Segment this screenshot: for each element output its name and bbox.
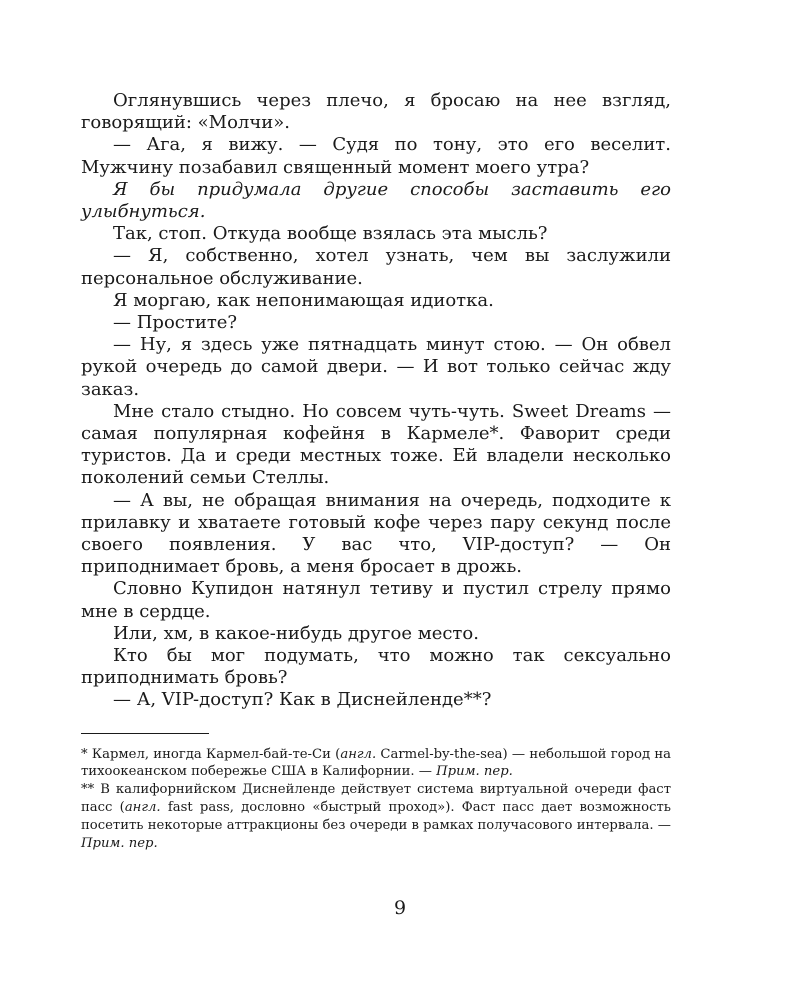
footnote-lang-abbrev: англ. xyxy=(340,746,377,762)
paragraph: Кто бы мог подумать, что можно так сексуально приподнимать бровь? xyxy=(81,645,671,689)
italic-thought-paragraph: Я бы придумала другие способы заставить его улыбнуться. xyxy=(81,178,671,223)
footnote-text: Carmel-by-the-sea) — небольшой город на тихоокеанском побережье США в Калифорнии. — xyxy=(81,746,671,780)
paragraph: Оглянувшись через плечо, я бросаю на нее взгляд, говорящий: «Молчи». xyxy=(81,90,671,134)
paragraph: Так, стоп. Откуда вообще взялась эта мысль? xyxy=(113,223,548,245)
footnotes xyxy=(81,746,671,853)
paragraph: — Я, собственно, хотел узнать, чем вы заслужили персональное обслуживание. xyxy=(81,245,671,289)
translator-note: Прим. пер. xyxy=(436,764,513,780)
footnote-lang-abbrev: англ. xyxy=(124,800,161,816)
footnote-1 xyxy=(81,746,671,782)
book-page xyxy=(81,90,671,852)
footnote-text: Кармел, иногда Кармел-бай-те-Си ( xyxy=(87,746,341,762)
paragraph: Словно Купидон натянул тетиву и пустил стрелу прямо мне в сердце. xyxy=(81,578,671,622)
footnote-2 xyxy=(81,781,671,852)
footnote-text: В калифорнийском Диснейленде действует система виртуальной очереди фаст пасс ( xyxy=(81,782,671,816)
paragraph: Мне стало стыдно. Но совсем чуть-чуть. Sweet Dreams — самая популярная кофейня в Кармеле*. Фаворит среди туристов. Да и среди местных тоже. Ей владели несколько поколений семьи Стеллы. xyxy=(81,400,671,489)
paragraph: — Простите? xyxy=(113,312,238,334)
paragraph: Или, хм, в какое-нибудь другое место. xyxy=(113,622,479,644)
paragraph: — А вы, не обращая внимания на очередь, подходите к прилавку и хватаете готовый кофе через пару секунд после своего появления. У вас что, VIP-доступ? — Он приподнимает бровь, а меня бросает в дрожь. xyxy=(81,489,671,578)
footnote-marker: * xyxy=(81,746,88,762)
footnote-text: fast pass, дословно «быстрый проход»). Фаст пасс дает возможность посетить некоторые аттракционы без очереди в рамках получасового интервала. — xyxy=(81,800,671,833)
translator-note: Прим. пер. xyxy=(81,835,158,851)
footnote-marker: ** xyxy=(81,782,95,798)
paragraph: — Ага, я вижу. — Судя по тону, это его веселит. Мужчину позабавил священный момент моего утра? xyxy=(81,134,671,178)
page-number: 9 xyxy=(393,897,407,919)
paragraph: Я моргаю, как непонимающая идиотка. xyxy=(113,289,494,311)
paragraph: — Ну, я здесь уже пятнадцать минут стою. — Он обвел рукой очередь до самой двери. — И вот только сейчас жду заказ. xyxy=(81,334,671,400)
footnote-divider xyxy=(81,733,209,734)
paragraph: — А, VIP-доступ? Как в Диснейленде**? xyxy=(113,689,492,711)
body-text xyxy=(81,90,671,712)
